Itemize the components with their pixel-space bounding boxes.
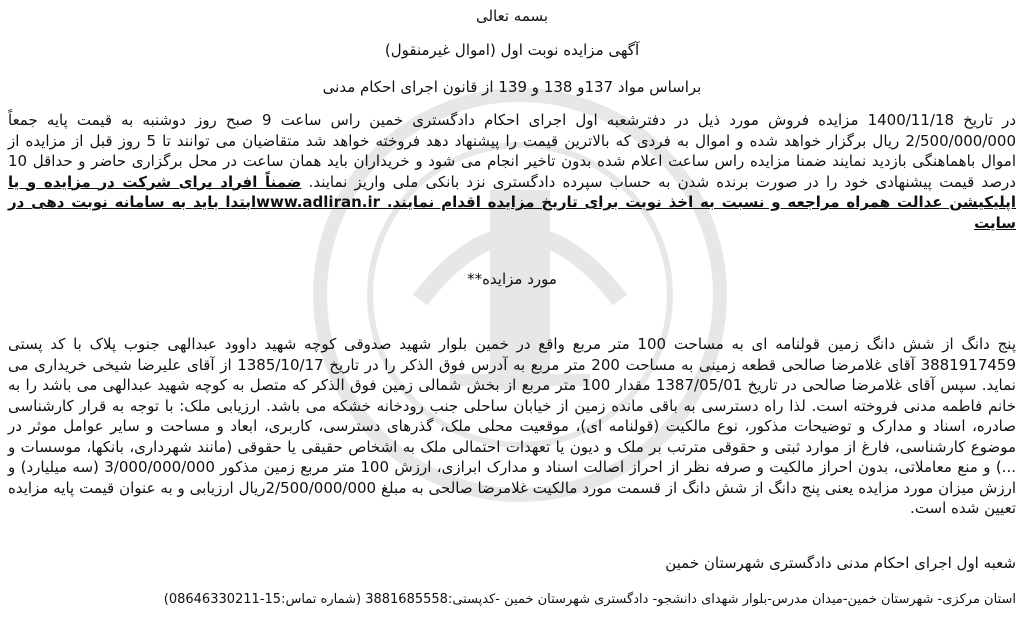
issuing-office: شعبه اول اجرای احکام مدنی دادگستری شهرستان خمین bbox=[665, 554, 1016, 572]
description-paragraph: پنج دانگ از شش دانگ زمین قولنامه ای به مساحت 100 متر مربع واقع در خمین بلوار شهید صدوقی کوچه شهید داوود عبدالهی جنوب پلاک با کد پستی 3881917459 آقای غلامرضا صالحی قطعه زمینی به مساحت 200 متر مربع به آدرس فوق الذکر را در تاریخ 1385/10/17 از آقای علیرضا شیخی خریداری می نماید. سپس آقای غلامرضا صالحی در تاریخ 1387/05/01 مقدار 100 متر مربع از بخش شمالی زمین فوق الذکر که متصل به کوچه شهید عبدالهی می باشد را به خانم فاطمه مدنی فروخته است. لذا راه دسترسی به باقی مانده زمین از خیابان ساحلی جنب رودخانه خشکه می باشد. ارزیابی ملک: با توجه به قرار کارشناسی صادره، اسناد و مدارک و توضیحات مذکور، نوع مالکیت (قولنامه ای)، موقعیت محلی ملک، گذرهای دسترسی، کاربری، ابعاد و مساحت و سایر عوامل موثر در موضوع کارشناسی، فارغ از موارد ثبتی و حقوقی مترتب بر ملک و دیون یا تعهدات احتمالی ملک به اشخاص حقیقی یا حقوقی (مانند شهرداری، بانکها، موسسات و ...) و منع معاملاتی، بدون احراز مالکیت و صرفه نظر از احراز اصالت اسناد و مدارک ابرازی، ارزش 100 متر مربع زمین مذکور 3/000/000/000 (سه میلیارد) و ارزش میزان مورد مزایده یعنی پنج دانگ از شش دانگ از قسمت مورد مالکیت غلامرضا صالحی به مبلغ 2/500/000/000ریال ارزیابی و به عنوان قیمت پایه مزایده تعیین شده است. bbox=[8, 335, 1017, 517]
header-bismillah: بسمه تعالی bbox=[475, 7, 549, 25]
intro-text: در تاریخ 1400/11/18 مزایده فروش مورد ذیل در دفترشعبه اول اجرای احکام دادگستری خمین راس ساعت 9 صبح روز دوشنبه به قیمت پایه جمعاً 2/500/000/000 ریال برگزار خواهد شده و اموال به فردی که بالاترین قیمت را پیشنهاد دهد فروخته خواهد شد متقاضیان می توانند تا 5 روز قبل از مزایده از اموال باهماهنگی بازدید نمایند ضمنا مزایده راس ساعت اعلام شده بدون تاخیر انجام می شود و خریداران باید همان ساعت در محل برگزاری حاضر و حداقل 10 درصد قیمت پیشنهادی خود را در صورت برنده شدن به حساب سپرده دادگستری نزد بانکی ملی واریز نمایند. bbox=[8, 111, 1017, 191]
header-title: آگهی مزایده نوبت اول (اموال غیرمنقول) bbox=[384, 41, 640, 59]
intro-paragraph bbox=[8, 110, 1016, 233]
intro-notice: ضمناً افراد برای شرکت در مزایده و یا اپلیکیشن عدالت همراه مراجعه و نسبت به اخذ نوبت برای تاریخ مزایده اقدام نمایند. www.adliran.irابتدا باید به سامانه نوبت دهی در سایت bbox=[8, 172, 1017, 232]
address-line: استان مرکزی- شهرستان خمین-میدان مدرس-بلوار شهدای دانشجو- دادگستری شهرستان خمین -کدپستی:3881685558 (شماره تماس:15-08646330211) bbox=[163, 592, 1016, 607]
subject-heading: مورد مزایده** bbox=[467, 270, 557, 288]
header-legal-basis: براساس مواد 137و 138 و 139 از قانون اجرای احکام مدنی bbox=[322, 78, 702, 96]
